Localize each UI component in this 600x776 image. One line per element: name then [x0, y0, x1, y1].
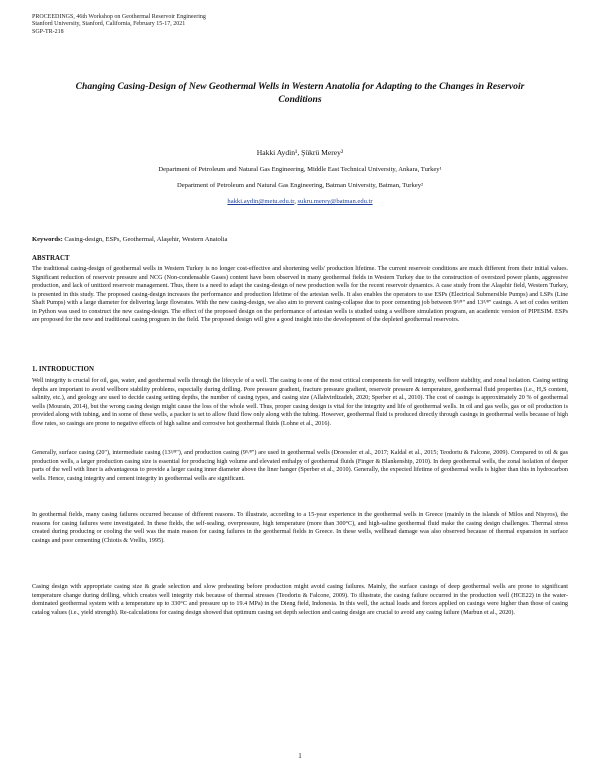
intro-paragraph-3: In geothermal fields, many casing failures occurred because of different reasons. To illustrate, according to a 15-year experience in the geothermal wells in Greece (mainly in the islands of Milos and Nisyros), the reasons for casing failures were investigated. In these fields, the self-sealing, overpressure, high temperature (more than 300°C), and high-saline geothermal fluid make the casing design challenges. Thermal stress created during producing or cooling the well was the main reason for casing failures in the geothermal fields in Greece. In these wells, wellhead damage was also observed because of thermal expansion in surface casings and poor cementing (Chiotis & Vrellis, 1995).: [32, 512, 568, 544]
keywords-label: Keywords:: [32, 236, 63, 243]
page-number: 1: [298, 752, 302, 760]
keywords-text: Casing-design, ESPs, Geothermal, Alaşehir, Western Anatolia: [62, 236, 228, 243]
email-link-2[interactable]: sukru.merey@batman.edu.tr: [297, 198, 373, 205]
keywords: [32, 236, 227, 243]
intro-paragraph-2: Generally, surface casing (20"), intermediate casing (13³/⁸"), and production casing (9⁵/⁸") are used in geothermal wells (Droessler et al., 2017; Kaldal et al., 2015; Teodoriu & Falcone, 2009). Compared to oil & gas production wells, a larger production casing size is essential for producing high volume and elevated enthalpy of geothermal fluids (Finger & Blankenship, 2010). In deep geothermal wells, the zonal isolation of deeper parts of the well with liner is advantageous to provide a larger casing inner diameter above the liner hanger (Sperber et al., 2010). Generally, the expected lifetime of geothermal wells is higher than this in hydrocarbon wells. Hence, casing integrity and cement integrity in geothermal wells are significant.: [32, 450, 568, 482]
proceedings-header: [32, 14, 206, 36]
header-line-2: Stanford University, Stanford, California, February 15-17, 2021: [32, 21, 186, 28]
intro-paragraph-1: Well integrity is crucial for oil, gas, water, and geothermal wells through the lifecycle of a well. The casing is one of the most critical components for well integrity, wellbore stability, and zonal isolation. Casing setting depths are important to avoid wellbore stability problems, especially during drilling. Pore pressure gradient, fracture pressure gradient, reservoir pressure & temperature, geothermal fluid properties (i.e., H₂S content, salinity, etc.), and geology are used to decide casing setting depths, the number of casing types, and casing size (Allahvirdizadeh, 2020; Sperber et al., 2010). The cost of casings is approximately 20 % of geothermal wells (Mourain, 2014), but the wrong casing design might cause the loss of the whole well. Thus, proper casing design is vital for the integrity and life of geothermal wells. In oil and gas wells, gas or oil production is provided along with tubing, and in some of these wells, a packer is set to allow fluid flow only along with the tubing. However, geothermal fluid is produced directly through casings in geothermal wells because of high flow rates, so casings are prone to negative effects of high saline and corrosive hot geothermal fluids (Lohne et al., 2016).: [32, 378, 568, 427]
email-separator: ,: [294, 198, 298, 205]
header-line-1: PROCEEDINGS, 46th Workshop on Geothermal Reservoir Engineering: [32, 14, 206, 20]
abstract-paragraph: The traditional casing-design of geothermal wells in Western Turkey is no longer cost-effective and shortening wells' production lifetime. The current reservoir conditions are much different from their initial values. Significant reduction of reservoir pressure and NCG (Non-condensable Gases) content have been observed in many geothermal fields in Western Turkey due to the construction of oversized power plants, aggressive production, and lack of unitized reservoir management. Thus, there is a need to adapt the casing-design of new production wells for the recent reservoir dynamics. A case study from the Alaşehir field, Western Turkey, is presented in this study. The proposed casing-design increases the performance and production lifetime of the artesian wells. It also enables the operators to use ESPs (Electrical Submersible Pumps) and LSPs (Line Shaft Pumps) with a large diameter for delivering large flowrates. With the new casing-design, we also aim to prevent casing-collapse due to poor cementing job between 9⁵/⁸" and 13³/⁸" casings. A set of codes written in Python was used to construct the new casing-design. The effect of the proposed design on the performance of artesian wells is studied using a wellbore simulation program, an academic version of PIPESIM. ESPs are proposed for the new and traditional casing program in the field. The proposed design will give a good insight into the development of the depleted geothermal reservoirs.: [32, 266, 568, 324]
affiliation-1: Department of Petroleum and Natural Gas Engineering, Middle East Technical University, Ankara, Turkey¹: [158, 166, 442, 173]
email-link-1[interactable]: hakki.aydin@metu.edu.tr: [227, 198, 295, 205]
abstract-heading: ABSTRACT: [32, 255, 70, 262]
paper-title: Changing Casing-Design of New Geothermal Wells in Western Anatolia for Adapting to the Changes in Reservoir Conditions: [75, 81, 525, 105]
affiliation-2: Department of Petroleum and Natural Gas Engineering, Batman University, Batman, Turkey²: [176, 182, 423, 189]
author-list: Hakki Aydin¹, Şükrü Merey²: [256, 148, 344, 157]
intro-paragraph-4: Casing design with appropriate casing size & grade selection and slow preheating before production might avoid casing failures. Mainly, the surface casings of deep geothermal wells are prone to significant temperature change during drilling, which creates well integrity risk because of thermal stresses (Teodoriu & Falcone, 2009). To illustrate, the casing failure occurred in the production well (HCE22) in the water-dominated geothermal system with a temperature up to 330°C and pressure up to 19.4 MPa) in the Dieng field, Indonesia. In this well, the actual loads and forces applied on casings were higher than those of casing catalog values (i.e., yield strength). Re-calculations for casing design showed that optimum casing set depth selection and casing design are crucial to avoid any casing failure (Marbun et al., 2020).: [32, 584, 568, 616]
author-emails: [0, 198, 600, 205]
header-line-3: SGP-TR-218: [32, 28, 64, 35]
introduction-heading: 1. INTRODUCTION: [32, 366, 95, 373]
